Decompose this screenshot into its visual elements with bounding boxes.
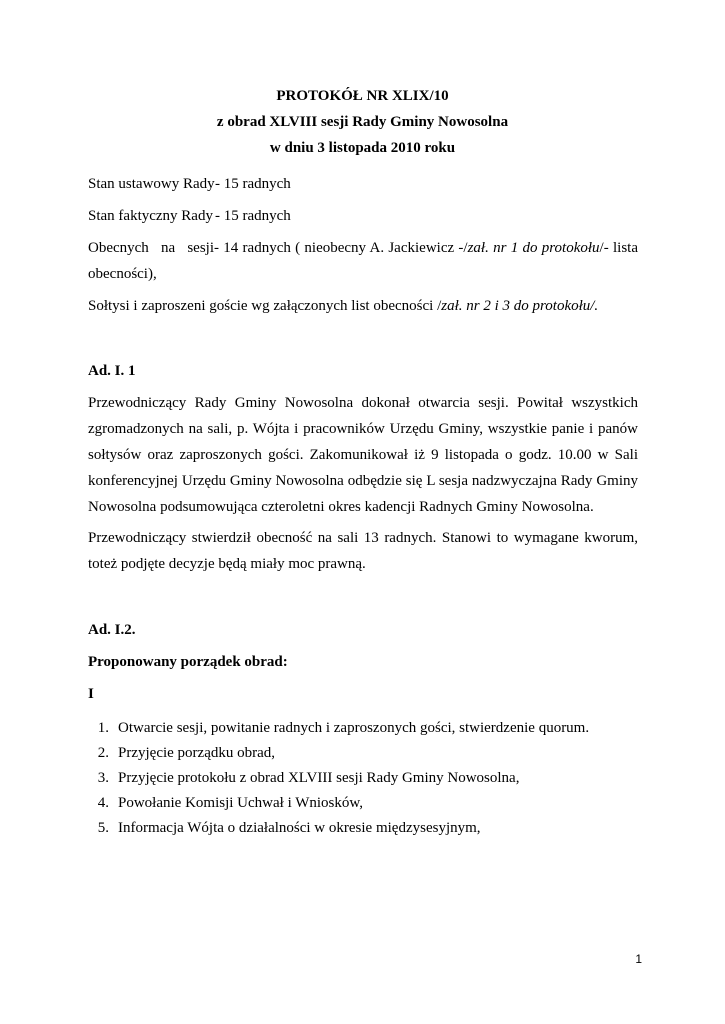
stan-ustawowy-label: Stan ustawowy Rady bbox=[88, 176, 215, 192]
page-number: 1 bbox=[635, 952, 642, 966]
stan-ustawowy-line bbox=[88, 175, 291, 193]
list-item-number: 3. bbox=[97, 770, 109, 786]
paragraph-line: Nowosolna podsumowująca czteroletni okres kadencji Radnych Gminy Nowosolna. bbox=[88, 499, 594, 515]
agenda-part-roman: I bbox=[88, 686, 94, 702]
obecnych-continuation: obecności), bbox=[88, 266, 157, 282]
agenda-heading: Proponowany porządek obrad: bbox=[88, 654, 288, 670]
paragraph-line: sołtysów oraz zaproszonych gości. Zakomunikował iż 9 listopada o godz. 10.00 w Sali bbox=[88, 447, 638, 463]
list-item: Otwarcie sesji, powitanie radnych i zaproszonych gości, stwierdzenie quorum. bbox=[118, 720, 590, 736]
protocol-date: w dniu 3 listopada 2010 roku bbox=[269, 140, 456, 156]
paragraph-line: konferencyjnej Urzędu Gminy Nowosolna odbędzie się L sesja nadzwyczajna Rady Gminy bbox=[88, 473, 638, 489]
section-heading-ad-1-2: Ad. I.2. bbox=[88, 622, 136, 638]
list-item: Przyjęcie porządku obrad, bbox=[118, 745, 276, 761]
stan-faktyczny-line bbox=[88, 207, 291, 225]
obecnych-line bbox=[88, 239, 638, 257]
soltysi-attachment-ref: zał. nr 2 i 3 do protokołu/. bbox=[441, 298, 599, 314]
list-item-number: 4. bbox=[97, 795, 109, 811]
list-item-number: 1. bbox=[97, 720, 109, 736]
protocol-title: PROTOKÓŁ NR XLIX/10 bbox=[276, 88, 449, 104]
obecnych-value-a: - 14 radnych ( nieobecny A. Jackiewicz -/ bbox=[214, 240, 468, 256]
paragraph-line: Przewodniczący stwierdził obecność na sali 13 radnych. Stanowi to wymagane kworum, bbox=[88, 530, 638, 546]
list-item: Przyjęcie protokołu z obrad XLVIII sesji Rady Gminy Nowosolna, bbox=[118, 770, 520, 786]
obecnych-value-b: /- lista bbox=[599, 240, 638, 256]
soltysi-text: Sołtysi i zaproszeni goście wg załączonych list obecności / bbox=[88, 298, 442, 314]
paragraph-line: toteż podjęte decyzje będą miały moc prawną. bbox=[88, 556, 366, 572]
list-item-number: 2. bbox=[97, 745, 109, 761]
section-heading-ad-1-1: Ad. I. 1 bbox=[88, 363, 136, 379]
list-item: Powołanie Komisji Uchwał i Wniosków, bbox=[118, 795, 363, 811]
stan-ustawowy-value: - 15 radnych bbox=[215, 176, 291, 192]
paragraph-line: Przewodniczący Rady Gminy Nowosolna dokonał otwarcia sesji. Powitał wszystkich bbox=[88, 395, 638, 411]
list-item: Informacja Wójta o działalności w okresie międzysesyjnym, bbox=[118, 820, 481, 836]
protocol-subtitle: z obrad XLVIII sesji Rady Gminy Nowosolna bbox=[216, 114, 509, 130]
obecnych-attachment-ref: zał. nr 1 do protokołu bbox=[467, 240, 600, 256]
obecnych-label: Obecnych na sesji bbox=[88, 240, 214, 256]
stan-faktyczny-value: - 15 radnych bbox=[215, 208, 291, 224]
soltysi-line bbox=[88, 297, 598, 315]
stan-faktyczny-label: Stan faktyczny Rady bbox=[88, 208, 213, 224]
paragraph-line: zgromadzonych na sali, p. Wójta i pracowników Urzędu Gminy, wszystkie panie i panów bbox=[88, 421, 638, 437]
list-item-number: 5. bbox=[97, 820, 109, 836]
